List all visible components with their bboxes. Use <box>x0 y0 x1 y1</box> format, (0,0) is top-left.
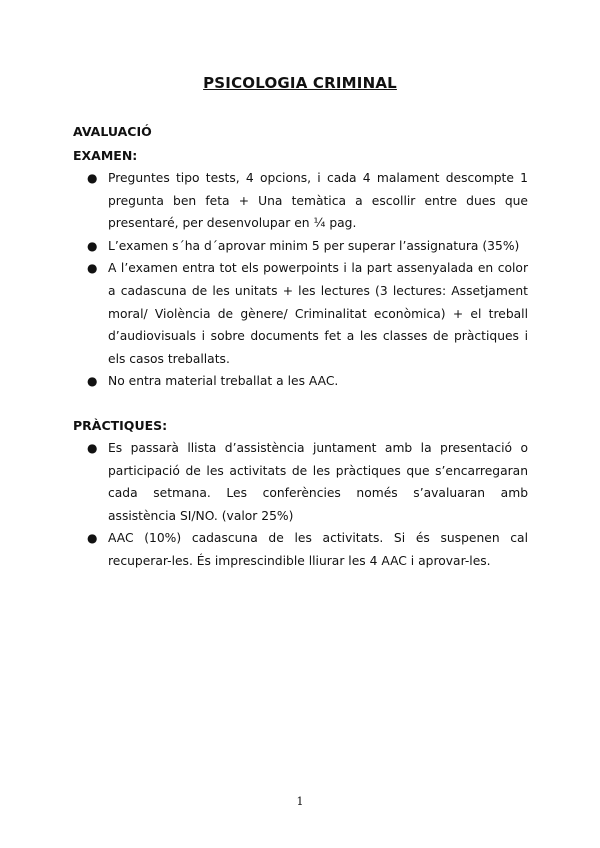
examen-list <box>73 167 528 393</box>
bullet-icon: ● <box>87 171 98 185</box>
bullet-icon: ● <box>87 238 98 253</box>
list-item-text: Es passarà llista d’assistència juntament amb la presentació o participació de les activitats de les pràctiques que s’encarregaran cada setmana. Les conferències només s’avaluaran amb assistència SI/NO. (valor 25%) <box>108 441 528 523</box>
list-item-text: L’examen s´ha d´aprovar minim 5 per superar l’assignatura (35%) <box>108 238 520 253</box>
practiques-list <box>73 437 528 573</box>
bullet-icon: ● <box>87 531 98 546</box>
list-item <box>73 437 528 527</box>
list-item-text: Preguntes tipo tests, 4 opcions, i cada 4 malament descompte 1 pregunta ben feta + Una temàtica a escollir entre dues que presentaré, per desenvolupar en ¼ pag. <box>108 171 528 231</box>
page-number: 1 <box>296 795 304 808</box>
list-item <box>73 257 528 370</box>
document-title: PSICOLOGIA CRIMINAL <box>203 74 397 92</box>
heading-practiques: PRÀCTIQUES: <box>73 418 168 433</box>
bullet-icon: ● <box>87 441 98 455</box>
bullet-icon: ● <box>87 261 98 276</box>
heading-examen: EXAMEN: <box>73 148 138 163</box>
list-item <box>73 235 528 258</box>
list-item <box>73 167 528 235</box>
list-item <box>73 370 528 393</box>
bullet-icon: ● <box>87 374 98 389</box>
list-item <box>73 527 528 572</box>
list-item-text: AAC (10%) cadascuna de les activitats. Si és suspenen cal recuperar-les. És imprescindible lliurar les 4 AAC i aprovar-les. <box>108 531 528 568</box>
list-item-text: No entra material treballat a les AAC. <box>108 374 339 389</box>
heading-avaluacio: AVALUACIÓ <box>73 124 152 139</box>
list-item-text: A l’examen entra tot els powerpoints i la part assenyalada en color a cadascuna de les unitats + les lectures (3 lectures: Assetjament moral/ Violència de gènere/ Criminalitat econòmica) + el treball d’audiovisuals i sobre documents fet a les classes de pràctiques i els casos treballats. <box>108 261 528 366</box>
